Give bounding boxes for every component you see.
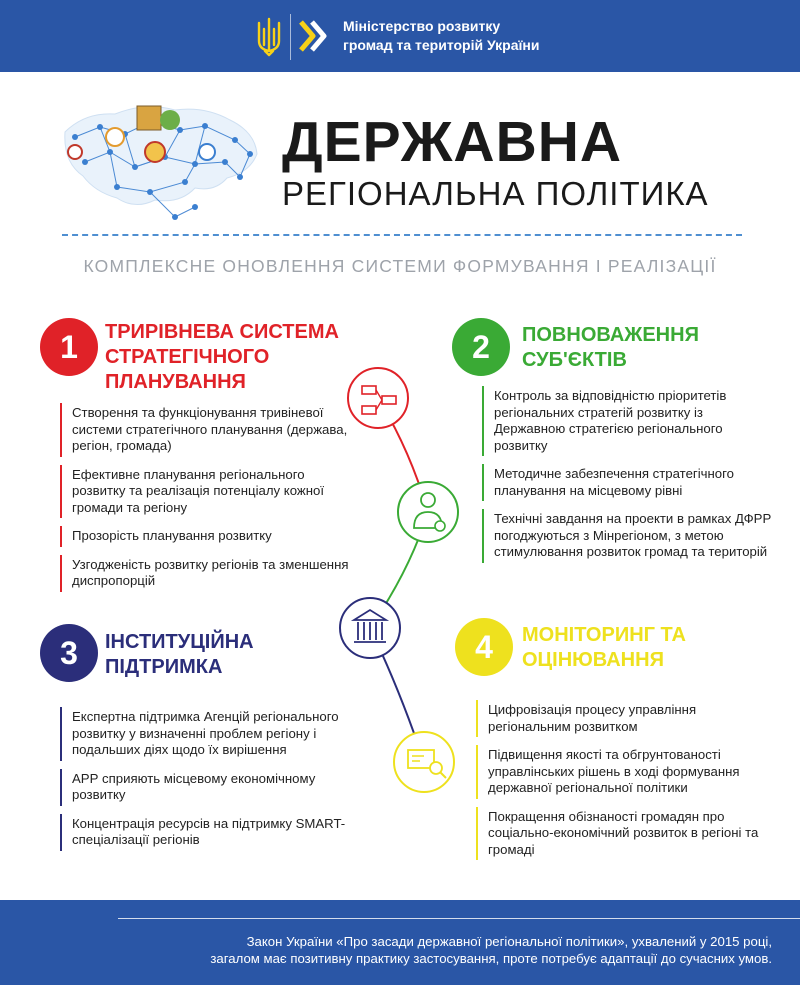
footer-note (112, 933, 772, 967)
footer-note-line1: Закон України «Про засади державної регіональної політики», ухвалений у 2015 році, (246, 934, 772, 949)
section-4-title-line: МОНІТОРИНГ ТА (522, 624, 686, 646)
section-4-list (476, 700, 772, 868)
list-item: Концентрація ресурсів на підтримку SMART-спеціалізації регіонів (60, 814, 350, 851)
footer-note-line2: загалом має позитивну практику застосування, проте потребує адаптації до сучасних умов. (210, 951, 772, 966)
section-3-list (60, 707, 350, 859)
footer-bar (0, 900, 800, 985)
section-2-number: 2 (452, 318, 510, 376)
section-1-title (105, 320, 339, 395)
list-item: АРР сприяють місцевому економічному розвитку (60, 769, 350, 806)
list-item: Технічні завдання на проекти в рамках ДФРР погоджуються з Мінрегіоном, з метою стимулювання розвиток громад та територій (482, 509, 772, 563)
section-1-title-line: СТРАТЕГІЧНОГО (105, 346, 270, 368)
section-1-title-line: ТРИРІВНЕВА СИСТЕМА (105, 321, 339, 343)
section-3-title-line: ІНСТИТУЦІЙНА (105, 631, 254, 653)
planning-diagram-icon (348, 368, 408, 428)
specialist-person-icon (398, 482, 458, 542)
section-3-title (105, 630, 254, 680)
ministry-name-line1: Міністерство розвитку (343, 18, 501, 34)
list-item: Експертна підтримка Агенцій регіонального розвитку у визначенні проблем регіону і подальших діях щодо їх вирішення (60, 707, 350, 761)
list-item: Створення та функціонування тривіневої системи стратегічного планування (держава, регіон, громада) (60, 403, 350, 457)
list-item: Підвищення якості та обгрунтованості управлінських рішень в ході формування державної регіональної політики (476, 745, 772, 799)
list-item: Методичне забезпечення стратегічного планування на місцевому рівні (482, 464, 772, 501)
section-1-title-line: ПЛАНУВАННЯ (105, 371, 246, 393)
page-title: ДЕРЖАВНА (282, 110, 623, 174)
list-item: Цифровізація процесу управління регіональним розвитком (476, 700, 772, 737)
list-item: Покращення обізнаності громадян про соціально-економічний розвиток в регіоні та громаді (476, 807, 772, 861)
section-2-title-line: ПОВНОВАЖЕННЯ (522, 324, 699, 346)
ministry-name-line2: громад та територій України (343, 37, 540, 53)
list-item: Ефективне планування регіонального розвитку та реалізація потенціалу кожної громади та регіону (60, 465, 350, 519)
section-3-number: 3 (40, 624, 98, 682)
section-4-number: 4 (455, 618, 513, 676)
section-2-list (482, 386, 772, 571)
list-item: Прозорість планування розвитку (60, 526, 350, 547)
section-4-title-line: ОЦІНЮВАННЯ (522, 649, 664, 671)
institution-building-icon (340, 598, 400, 658)
section-2-title-line: СУБ'ЄКТІВ (522, 349, 627, 371)
section-4-title (522, 623, 686, 673)
section-3-title-line: ПІДТРИМКА (105, 656, 223, 678)
page-subtitle-title: РЕГІОНАЛЬНА ПОЛІТИКА (282, 175, 709, 212)
monitoring-screen-icon (394, 732, 454, 792)
section-1-number: 1 (40, 318, 98, 376)
list-item: Контроль за відповідністю пріоритетів регіональних стратегій розвитку із Державною стратегією регіонального розвитку (482, 386, 772, 456)
section-tagline: КОМПЛЕКСНЕ ОНОВЛЕННЯ СИСТЕМИ ФОРМУВАННЯ І РЕАЛІЗАЦІЇ (83, 256, 717, 276)
list-item: Узгодженість розвитку регіонів та зменшення диспропорцій (60, 555, 350, 592)
footer-divider (118, 918, 800, 919)
section-1-list (60, 403, 350, 600)
section-2-title (522, 323, 699, 373)
